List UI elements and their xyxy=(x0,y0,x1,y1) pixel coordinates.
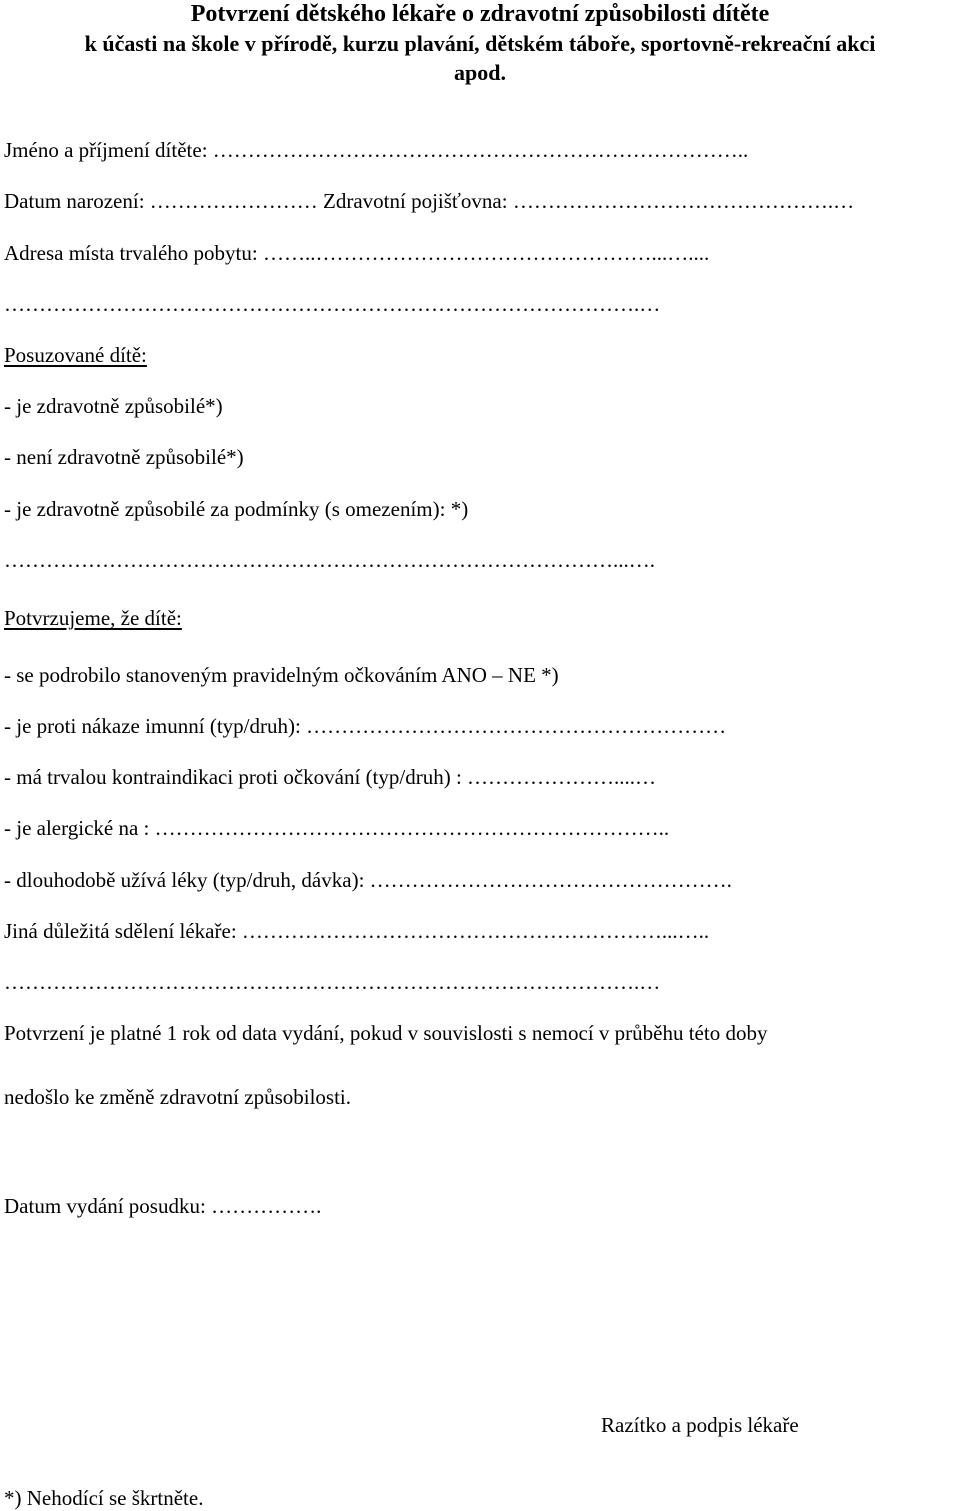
other-notes-field[interactable]: ……………………………………………………...….. xyxy=(241,919,710,943)
other-notes-label: Jiná důležitá sdělení lékaře: xyxy=(4,919,237,943)
assessment-conditional-field[interactable]: ……………………………………………………………………………...…. xyxy=(4,548,655,572)
other-notes-field-continued[interactable]: ……………………………………………………………………………….… xyxy=(4,970,661,994)
issue-date-field[interactable]: ……………. xyxy=(211,1194,322,1218)
medication-row xyxy=(4,867,732,893)
assessment-option-fit: - je zdravotně způsobilé*) xyxy=(4,394,223,418)
confirmation-heading: Potvrzujeme, že dítě: xyxy=(4,606,182,630)
address-row xyxy=(4,240,709,266)
other-notes-row xyxy=(4,918,709,944)
document-title: Potvrzení dětského lékaře o zdravotní způsobilosti dítěte xyxy=(190,1,770,27)
birth-insurance-row xyxy=(4,188,854,214)
issue-date-label: Datum vydání posudku: xyxy=(4,1194,206,1218)
contraindication-label: - má trvalou kontraindikaci proti očkování (typ/druh) : xyxy=(4,765,462,789)
validity-text-line2: nedošlo ke změně zdravotní způsobilosti. xyxy=(4,1085,352,1109)
issue-date-row xyxy=(4,1193,321,1219)
vaccination-item: - se podrobilo stanoveným pravidelným očkováním ANO – NE *) xyxy=(4,663,559,687)
footnote: *) Nehodící se škrtněte. xyxy=(4,1486,204,1510)
assessment-heading: Posuzované dítě: xyxy=(4,343,147,367)
birth-date-label: Datum narození: xyxy=(4,189,145,213)
validity-text-line1: Potvrzení je platné 1 rok od data vydání, pokud v souvislosti s nemocí v průběhu této doby xyxy=(4,1021,768,1045)
assessment-conditional-row xyxy=(4,547,655,573)
name-field[interactable]: ………………………………………………………………….. xyxy=(212,138,749,162)
birth-date-field[interactable]: …………………… xyxy=(149,189,318,213)
immunity-row xyxy=(4,713,726,739)
stamp-signature-label: Razítko a podpis lékaře xyxy=(601,1413,799,1437)
address-row-continued xyxy=(4,291,660,317)
other-notes-row-continued xyxy=(4,969,660,995)
contraindication-row xyxy=(4,764,656,790)
immunity-field[interactable]: …………………………………………………… xyxy=(306,714,727,738)
allergy-label: - je alergické na : xyxy=(4,816,150,840)
allergy-field[interactable]: ……………………………………………………………….. xyxy=(154,816,670,840)
insurance-field[interactable]: ……………………………………….… xyxy=(512,189,855,213)
immunity-label: - je proti nákaze imunní (typ/druh): xyxy=(4,714,301,738)
name-row xyxy=(4,137,748,163)
assessment-option-conditional: - je zdravotně způsobilé za podmínky (s omezením): *) xyxy=(4,497,469,521)
contraindication-field[interactable]: …………………....… xyxy=(467,765,657,789)
document-subtitle: k účasti na škole v přírodě, kurzu plavání, dětském táboře, sportovně-rekreační akci xyxy=(84,31,876,56)
insurance-label: Zdravotní pojišťovna: xyxy=(323,189,508,213)
medication-label: - dlouhodobě užívá léky (typ/druh, dávka): xyxy=(4,868,365,892)
medication-field[interactable]: ……………………………………………. xyxy=(369,868,732,892)
assessment-option-unfit: - není zdravotně způsobilé*) xyxy=(4,445,244,469)
address-label: Adresa místa trvalého pobytu: xyxy=(4,241,258,265)
address-field-continued[interactable]: ……………………………………………………………………………….… xyxy=(4,292,661,316)
document-subtitle-continued: apod. xyxy=(454,60,506,85)
allergy-row xyxy=(4,815,669,841)
name-label: Jméno a příjmení dítěte: xyxy=(4,138,208,162)
address-field[interactable]: ……..…………………………………………...….... xyxy=(262,241,710,265)
